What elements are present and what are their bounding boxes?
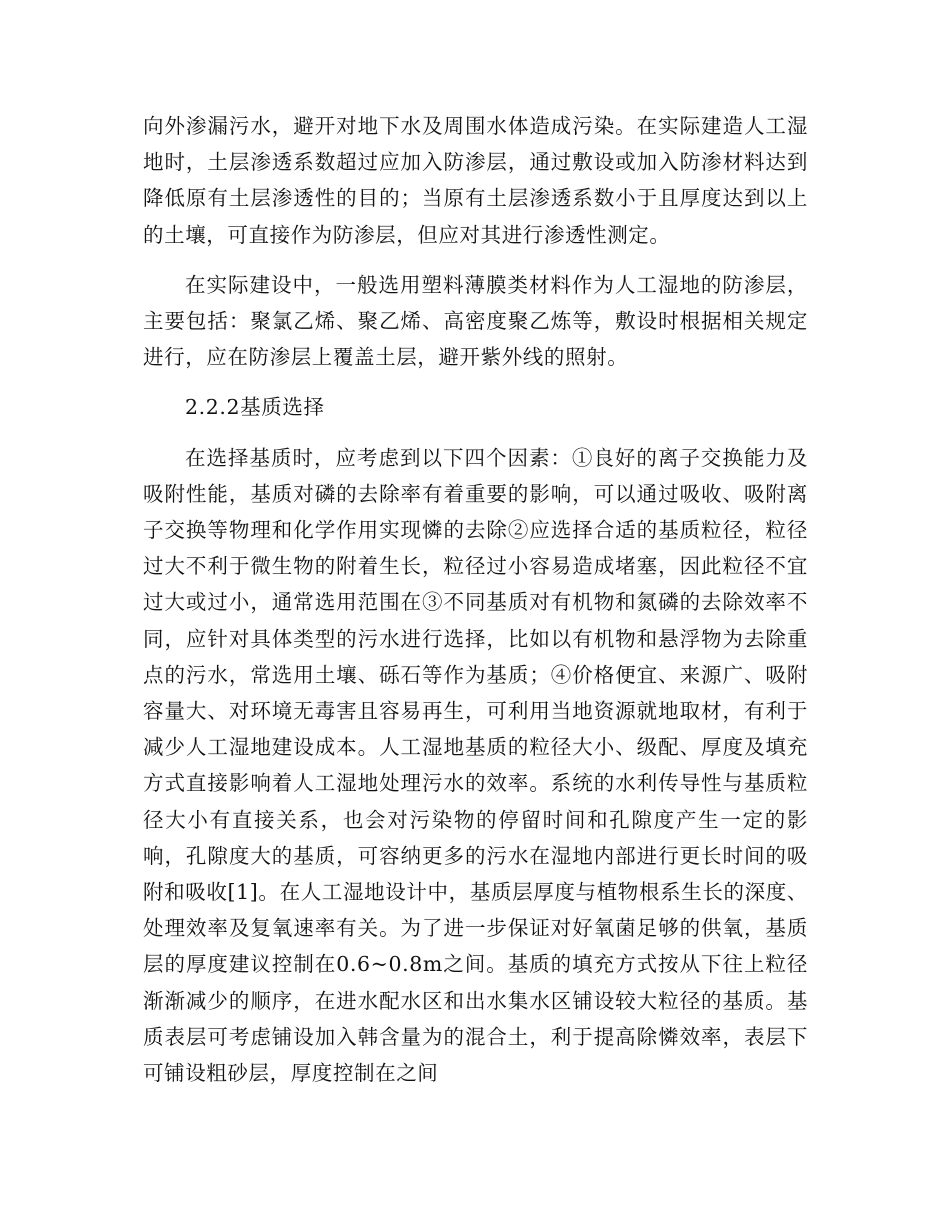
paragraph-membrane: 在实际建设中，一般选用塑料薄膜类材料作为人工湿地的防渗层，主要包括：聚氯乙烯、聚乙烯、高密度聚乙炼等，敷设时根据相关规定进行，应在防渗层上覆盖土层，避开紫外线的照射。 — [143, 272, 808, 370]
document-body — [143, 108, 808, 1091]
paragraph-substrate: 在选择基质时，应考虑到以下四个因素：①良好的离子交换能力及吸附性能，基质对磷的去除率有着重要的影响，可以通过吸收、吸附离子交换等物理和化学作用实现憐的去除②应选择合适的基质粒径，粒径过大不利于微生物的附着生长，粒径过小容易造成堵塞，因此粒径不宜过大或过小，通常选用范围在③不同基质对有机物和氮磷的去除效率不同，应针对具体类型的污水进行选择，比如以有机物和悬浮物为去除重点的污水，常选用土壤、砾石等作为基质；④价格便宜、来源广、吸附容量大、对环境无毒害且容易再生，可利用当地资源就地取材，有利于减少人工湿地建设成本。人工湿地基质的粒径大小、级配、厚度及填充方式直接影响着人工湿地处理污水的效率。系统的水利传导性与基质粒径大小有直接关系，也会对污染物的停留时间和孔隙度产生一定的影响，孔隙度大的基质，可容纳更多的污水在湿地内部进行更长时间的吸附和吸收[1]。在人工湿地设计中，基质层厚度与植物根系生长的深度、处理效率及复氧速率有关。为了进一步保证对好氧菌足够的供氧，基质层的厚度建议控制在0.6~0.8m之间。基质的填充方式按从下往上粒径渐渐减少的顺序，在进水配水区和出水集水区铺设较大粒径的基质。基质表层可考虑铺设加入韩含量为的混合土，利于提高除憐效率，表层下可铺设粗砂层，厚度控制在之间 — [143, 445, 808, 1086]
paragraph-seepage: 向外渗漏污水，避开对地下水及周围水体造成污染。在实际建造人工湿地时，土层渗透系数超过应加入防渗层，通过敷设或加入防渗材料达到降低原有土层渗透性的目的；当原有土层渗透系数小于且厚度达到以上的土壤，可直接作为防渗层，但应对其进行渗透性测定。 — [143, 114, 808, 247]
section-heading: 2.2.2基质选择 — [185, 395, 325, 420]
